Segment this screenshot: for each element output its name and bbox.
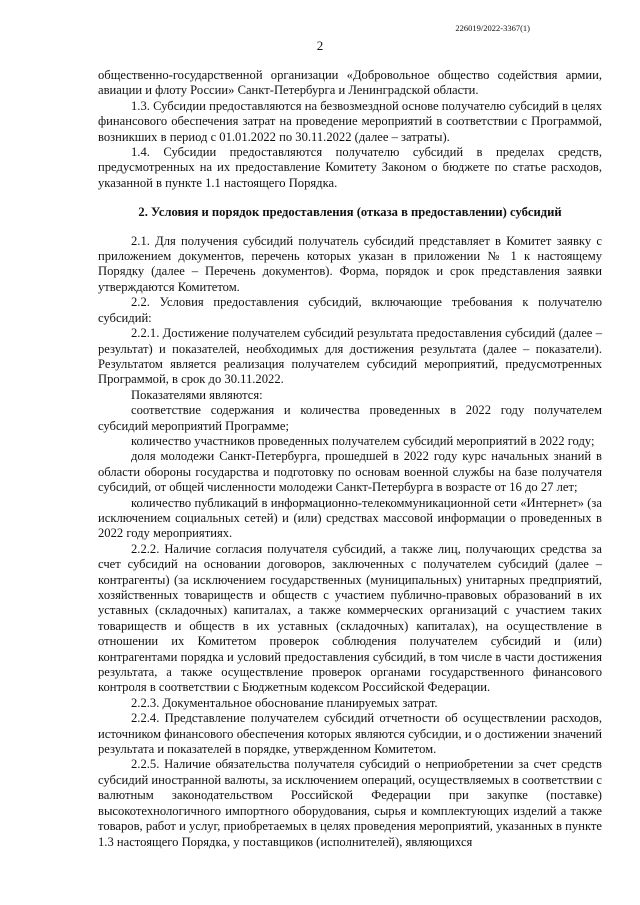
- paragraph: общественно-государственной организации «Добровольное общество содействия армии, авиации и флоту России» Санкт-Петербурга и Ленинградской области.: [98, 68, 602, 98]
- paragraph: 1.4. Субсидии предоставляются получателю субсидий в пределах средств, предусмотренных на их предоставление Комитету Законом о бюджете по статье расходов, указанной в пункте 1.1 настоящего Порядка.: [98, 145, 602, 190]
- intro-paragraphs: [98, 68, 602, 191]
- paragraph: Показателями являются:: [131, 387, 263, 402]
- section-heading: 2. Условия и порядок предоставления (отказа в предоставлении) субсидий: [138, 205, 562, 220]
- paragraph: доля молодежи Санкт-Петербурга, прошедшей в 2022 году курс начальных знаний в области обороны государства и подготовку по основам военной службы на базе получателя субсидий, от общей численности молодежи Санкт-Петербурга в возрасте от 16 до 27 лет;: [98, 449, 602, 495]
- document-number: 226019/2022-3367(1): [455, 23, 530, 33]
- paragraph: количество участников проведенных получателем субсидий мероприятий в 2022 году;: [131, 433, 595, 448]
- paragraph: количество публикаций в информационно-телекоммуникационной сети «Интернет» (за исключением социальных сетей) и (или) средствах массовой информации о проведенных в 2022 году мероприятиях.: [98, 495, 602, 541]
- paragraph: соответствие содержания и количества проведенных в 2022 году получателем субсидий мероприятий Программе;: [98, 403, 602, 433]
- paragraph: 2.2.5. Наличие обязательства получателя субсидий о неприобретении за счет средств субсидий иностранной валюты, за исключением операций, осуществляемых в соответствии с валютным законодательством Российской Федерации при закупке (поставке) высокотехнологичного импортного оборудования, сырья и комплектующих изделий а также товаров, работ и услуг, приобретаемых в целях проведения мероприятий, указанных в пункте 1.3 настоящего Порядка, у поставщиков (исполнителей), являющихся: [98, 757, 602, 849]
- section-paragraphs: [98, 234, 602, 850]
- page-number: 2: [316, 38, 324, 53]
- paragraph: 2.2. Условия предоставления субсидий, включающие требования к получателю субсидий:: [98, 295, 602, 325]
- paragraph: 1.3. Субсидии предоставляются на безвозмездной основе получателю субсидий в целях финансового обеспечения затрат на проведение мероприятий в соответствии с Программой, возникших в период с 01.01.2022 по 30.11.2022 (далее – затраты).: [98, 98, 602, 144]
- paragraph: 2.2.3. Документальное обоснование планируемых затрат.: [131, 695, 438, 710]
- paragraph: 2.2.2. Наличие согласия получателя субсидий, а также лиц, получающих средства за счет субсидий на основании договоров, заключенных с получателем субсидий (далее – контрагенты) (за исключением государственных (муниципальных) унитарных предприятий, хозяйственных товариществ и обществ с участием публично-правовых образований в их уставных (складочных) капиталах, а также коммерческих организаций с участием таких товариществ и обществ в их уставных (складочных) капиталах), на осуществление в отношении их Комитетом проверок соблюдения получателем субсидий и (или) контрагентами порядка и условий предоставления субсидий, в том числе в части достижения результата, а также осуществление проверок органами государственного финансового контроля в соответствии с Бюджетным кодексом Российской Федерации.: [98, 541, 602, 695]
- paragraph: 2.1. Для получения субсидий получатель субсидий представляет в Комитет заявку с приложением документов, перечень которых указан в приложении № 1 к настоящему Порядку (далее – Перечень документов). Форма, порядок и срок представления заявки утверждаются Комитетом.: [98, 233, 602, 294]
- paragraph: 2.2.1. Достижение получателем субсидий результата предоставления субсидий (далее – результат) и показателей, необходимых для достижения результата (далее – показатели). Результатом является реализация получателем субсидий мероприятий, предусмотренных Программой, в срок до 30.11.2022.: [98, 326, 602, 387]
- paragraph: 2.2.4. Представление получателем субсидий отчетности об осуществлении расходов, источником финансового обеспечения которых являются субсидии, и о достижении значений результата и показателей в порядке, утвержденном Комитетом.: [98, 711, 602, 757]
- document-body: [98, 68, 602, 850]
